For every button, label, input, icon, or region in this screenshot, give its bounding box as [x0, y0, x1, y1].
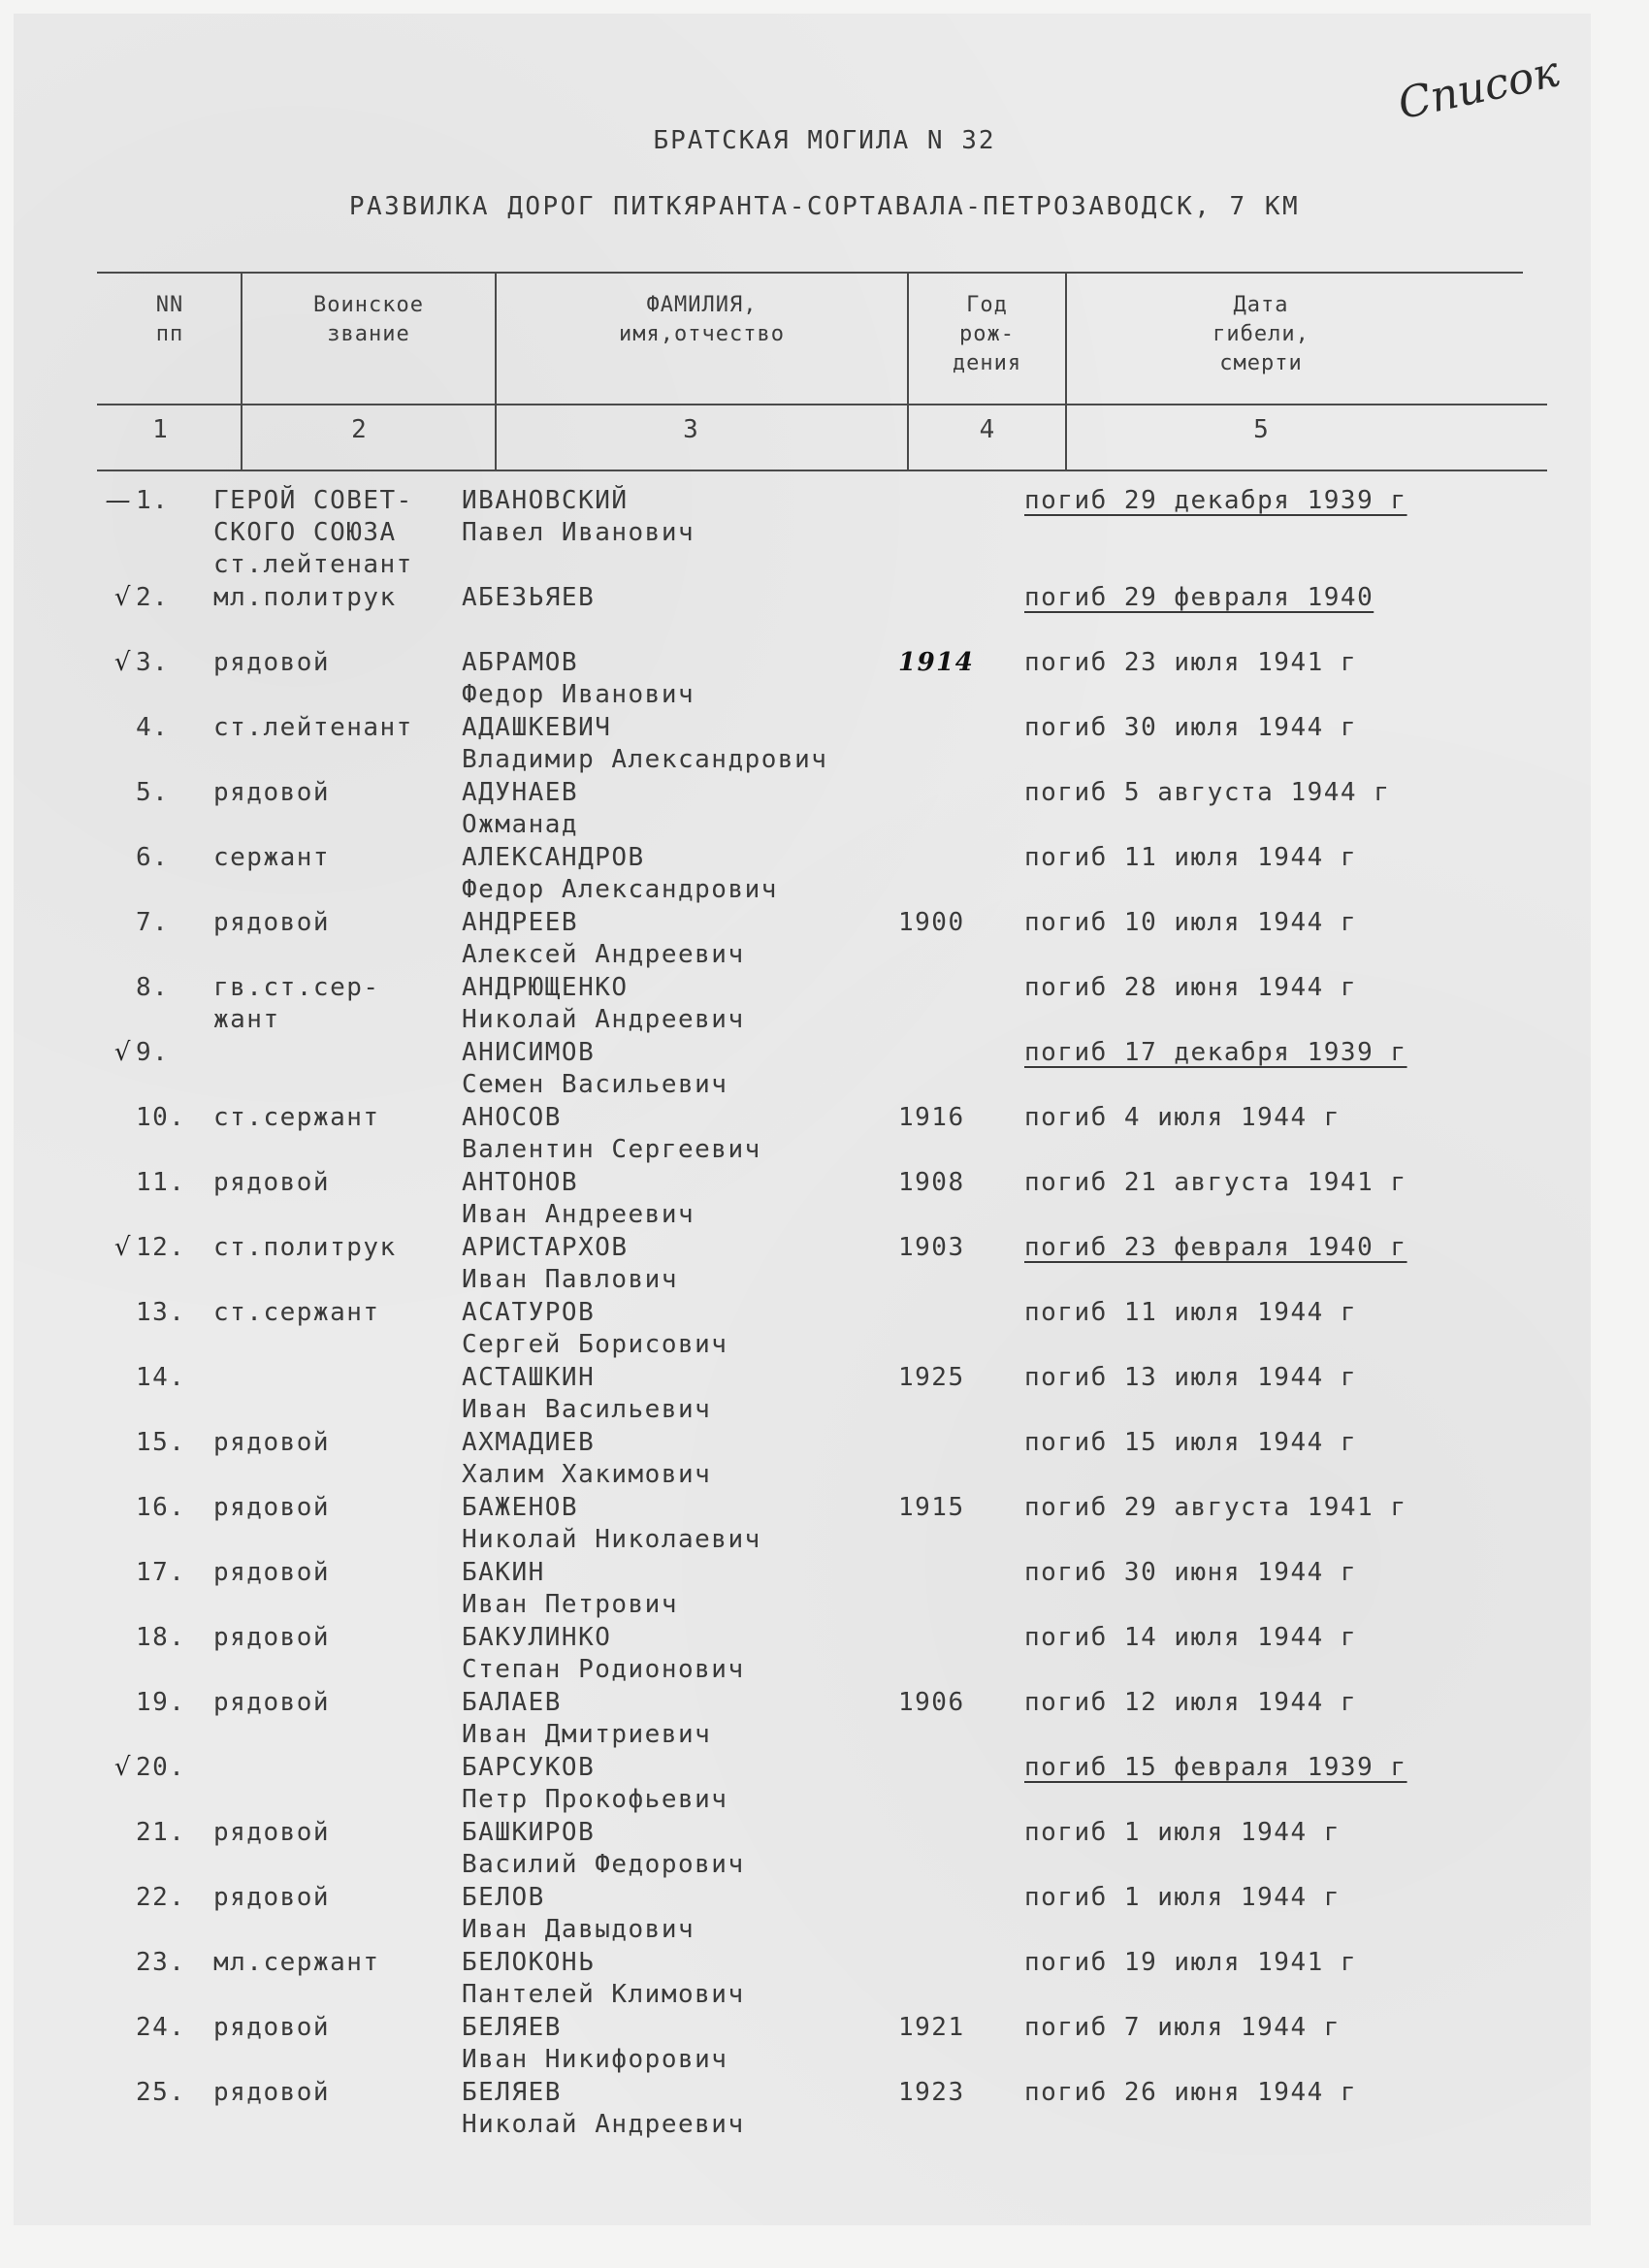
surname: БАШКИРОВ [462, 1818, 596, 1847]
person-name [462, 842, 898, 907]
row-number: 5. [136, 778, 170, 807]
table-row [0, 777, 1649, 842]
row-number: 14. [136, 1363, 186, 1392]
table-row [0, 1622, 1649, 1687]
birth-year: 1903 [898, 1233, 965, 1262]
surname: БАКУЛИНКО [462, 1623, 612, 1652]
checkmark [0, 1492, 136, 1557]
military-rank [213, 1622, 462, 1687]
surname: БЕЛЯЕВ [462, 2078, 562, 2107]
table-row [0, 1362, 1649, 1427]
military-rank [213, 1492, 462, 1557]
person-name [462, 1102, 898, 1167]
surname: БЕЛОВ [462, 1883, 545, 1912]
person-name [462, 1362, 898, 1427]
person-name [462, 1167, 898, 1232]
checkmark [0, 2077, 136, 2142]
military-rank [213, 777, 462, 842]
given-names: Иван Никифорович [462, 2045, 728, 2074]
rank-line: ст.сержант [213, 1298, 380, 1327]
table-row [0, 1167, 1649, 1232]
birth-year [898, 582, 1024, 647]
rank-line: гв.ст.сер- [213, 973, 380, 1002]
birth-year [898, 972, 1024, 1037]
given-names: Василий Федорович [462, 1850, 745, 1879]
death-date: погиб 23 июля 1941 г [1024, 648, 1358, 677]
rank-line: рядовой [213, 1883, 331, 1912]
surname: БЕЛОКОНЬ [462, 1948, 596, 1977]
surname: БЕЛЯЕВ [462, 2013, 562, 2042]
given-names: Алексей Андреевич [462, 940, 745, 969]
checkmark [0, 1557, 136, 1622]
checkmark [0, 1622, 136, 1687]
birth-year: 1923 [898, 2078, 965, 2107]
rank-line: ст.лейтенант [213, 713, 413, 742]
death-date: погиб 19 июля 1941 г [1024, 1948, 1358, 1977]
row-number: 9. [136, 1038, 170, 1067]
death-date: погиб 5 августа 1944 г [1024, 778, 1391, 807]
death-date: погиб 4 июля 1944 г [1024, 1103, 1341, 1132]
surname: АДАШКЕВИЧ [462, 713, 612, 742]
birth-year: 1900 [898, 908, 965, 937]
header-mid-rule [97, 404, 1547, 405]
rank-line: сержант [213, 843, 331, 872]
birth-year [898, 777, 1024, 842]
checkmark [0, 1362, 136, 1427]
given-names: Семен Васильевич [462, 1070, 728, 1099]
surname: АБРАМОВ [462, 648, 579, 677]
rank-line: рядовой [213, 2013, 331, 2042]
given-names: Иван Петрович [462, 1590, 678, 1619]
row-number: 19. [136, 1688, 186, 1717]
person-name [462, 712, 898, 777]
military-rank [213, 1882, 462, 1947]
rank-line: рядовой [213, 1623, 331, 1652]
checkmark [0, 1817, 136, 1882]
checkmark: √ [113, 1753, 132, 1782]
surname: АДУНАЕВ [462, 778, 579, 807]
given-names: Николай Андреевич [462, 1005, 745, 1034]
document-subtitle: РАЗВИЛКА ДОРОГ ПИТКЯРАНТА-СОРТАВАЛА-ПЕТРОЗАВОДСК, 7 КМ [348, 192, 1301, 221]
military-rank [213, 1167, 462, 1232]
death-date: погиб 15 июля 1944 г [1024, 1428, 1358, 1457]
death-date: погиб 26 июня 1944 г [1024, 2078, 1358, 2107]
birth-year [898, 712, 1024, 777]
checkmark: √ [113, 583, 132, 612]
surname: АНДРЮЩЕНКО [462, 973, 629, 1002]
birth-year: 1915 [898, 1493, 965, 1522]
person-name [462, 1037, 898, 1102]
death-date: погиб 17 декабря 1939 г [1024, 1038, 1407, 1067]
table-row [0, 1882, 1649, 1947]
checkmark: √ [113, 648, 132, 677]
person-name [462, 485, 898, 582]
row-number: 1. [136, 486, 170, 515]
table-row [0, 1102, 1649, 1167]
surname: АСАТУРОВ [462, 1298, 596, 1327]
birth-year [898, 1037, 1024, 1102]
person-name [462, 1557, 898, 1622]
rank-line: рядовой [213, 648, 331, 677]
birth-year [898, 1427, 1024, 1492]
surname: АНДРЕЕВ [462, 908, 579, 937]
surname: БАЖЕНОВ [462, 1493, 579, 1522]
table-row [0, 1557, 1649, 1622]
person-name [462, 1752, 898, 1817]
given-names: Иван Андреевич [462, 1200, 695, 1229]
table-row [0, 2077, 1649, 2142]
given-names: Степан Родионович [462, 1655, 745, 1684]
military-rank [213, 582, 462, 647]
birth-year [898, 1557, 1024, 1622]
given-names: Николай Андреевич [462, 2110, 745, 2139]
header-bottom-rule [97, 470, 1547, 471]
row-number: 15. [136, 1428, 186, 1457]
given-names: Иван Васильевич [462, 1395, 712, 1424]
checkmark [0, 1167, 136, 1232]
checkmark [0, 842, 136, 907]
rank-line: рядовой [213, 1818, 331, 1847]
table-row [0, 582, 1649, 647]
column-number-3: 3 [683, 415, 698, 444]
death-date: погиб 21 августа 1941 г [1024, 1168, 1407, 1197]
checkmark [0, 1882, 136, 1947]
death-date: погиб 1 июля 1944 г [1024, 1883, 1341, 1912]
row-number: 22. [136, 1883, 186, 1912]
given-names: Петр Прокофьевич [462, 1785, 728, 1814]
checkmark [0, 1427, 136, 1492]
given-names: Халим Хакимович [462, 1460, 712, 1489]
surname: АНИСИМОВ [462, 1038, 596, 1067]
checkmark [0, 777, 136, 842]
military-rank [213, 907, 462, 972]
death-date: погиб 14 июля 1944 г [1024, 1623, 1358, 1652]
person-name [462, 777, 898, 842]
document-title: БРАТСКАЯ МОГИЛА N 32 [653, 126, 996, 155]
column-number-5: 5 [1253, 415, 1269, 444]
header-col-death-date: Дата гибели, смерти [1212, 293, 1310, 375]
person-name [462, 647, 898, 712]
burial-list [0, 485, 1649, 2154]
military-rank [213, 842, 462, 907]
military-rank [213, 1362, 462, 1427]
rank-line: рядовой [213, 2078, 331, 2107]
table-row [0, 842, 1649, 907]
checkmark [0, 2012, 136, 2077]
row-number: 2. [136, 583, 170, 612]
table-row [0, 1037, 1649, 1102]
given-names: Пантелей Климович [462, 1980, 745, 2009]
person-name [462, 1817, 898, 1882]
checkmark: √ [113, 1233, 132, 1262]
birth-year: 1908 [898, 1168, 965, 1197]
surname: АСТАШКИН [462, 1363, 596, 1392]
rank-line: рядовой [213, 1688, 331, 1717]
checkmark: √ [113, 1038, 132, 1067]
death-date: погиб 11 июля 1944 г [1024, 1298, 1358, 1327]
table-row [0, 1427, 1649, 1492]
military-rank [213, 972, 462, 1037]
birth-year: 1921 [898, 2013, 965, 2042]
table-row [0, 485, 1649, 582]
column-number-2: 2 [351, 415, 367, 444]
rank-line: ст.политрук [213, 1233, 397, 1262]
birth-year [898, 1622, 1024, 1687]
death-date: погиб 30 июня 1944 г [1024, 1558, 1358, 1587]
surname: ИВАНОВСКИЙ [462, 486, 629, 515]
military-rank [213, 1232, 462, 1297]
checkmark [0, 1947, 136, 2012]
person-name [462, 1492, 898, 1557]
person-name [462, 1947, 898, 2012]
column-number-1: 1 [152, 415, 168, 444]
row-number: 13. [136, 1298, 186, 1327]
military-rank [213, 1817, 462, 1882]
military-rank [213, 1297, 462, 1362]
row-number: 10. [136, 1103, 186, 1132]
given-names: Николай Николаевич [462, 1525, 761, 1554]
death-date: погиб 15 февраля 1939 г [1024, 1753, 1407, 1782]
checkmark [0, 1297, 136, 1362]
birth-year: 1925 [898, 1363, 965, 1392]
row-number: 17. [136, 1558, 186, 1587]
table-row [0, 972, 1649, 1037]
death-date: погиб 28 июня 1944 г [1024, 973, 1358, 1002]
death-date: погиб 30 июля 1944 г [1024, 713, 1358, 742]
given-names: Федор Иванович [462, 680, 695, 709]
military-rank [213, 1102, 462, 1167]
birth-year: 1914 [898, 648, 975, 677]
row-number: 11. [136, 1168, 186, 1197]
death-date: погиб 10 июля 1944 г [1024, 908, 1358, 937]
given-names: Ожманад [462, 810, 579, 839]
row-number: 4. [136, 713, 170, 742]
birth-year: 1916 [898, 1103, 965, 1132]
row-number: 12. [136, 1233, 186, 1262]
rank-line: рядовой [213, 1558, 331, 1587]
person-name [462, 1882, 898, 1947]
given-names: Сергей Борисович [462, 1330, 728, 1359]
header-top-rule [97, 272, 1523, 274]
birth-year [898, 1817, 1024, 1882]
death-date: погиб 29 декабря 1939 г [1024, 486, 1407, 515]
surname: АНОСОВ [462, 1103, 562, 1132]
person-name [462, 1427, 898, 1492]
table-row [0, 712, 1649, 777]
surname: БАКИН [462, 1558, 545, 1587]
death-date: погиб 1 июля 1944 г [1024, 1818, 1341, 1847]
military-rank [213, 647, 462, 712]
table-row [0, 1947, 1649, 2012]
rank-line: СКОГО СОЮЗА [213, 518, 397, 547]
military-rank [213, 1427, 462, 1492]
given-names: Федор Александрович [462, 875, 778, 904]
death-date: погиб 29 августа 1941 г [1024, 1493, 1407, 1522]
table-row [0, 907, 1649, 972]
given-names: Валентин Сергеевич [462, 1135, 761, 1164]
surname: БАРСУКОВ [462, 1753, 596, 1782]
surname: БАЛАЕВ [462, 1688, 562, 1717]
rank-line: рядовой [213, 1168, 331, 1197]
row-number: 7. [136, 908, 170, 937]
given-names: Иван Дмитриевич [462, 1720, 712, 1749]
header-col-num: NN пп [155, 293, 184, 346]
checkmark [0, 712, 136, 777]
given-names: Павел Иванович [462, 518, 695, 547]
given-names: Иван Павлович [462, 1265, 678, 1294]
checkmark [0, 972, 136, 1037]
checkmark [0, 1102, 136, 1167]
rank-line: ст.лейтенант [213, 550, 413, 579]
rank-line: ГЕРОЙ СОВЕТ- [213, 486, 413, 515]
death-date: погиб 29 февраля 1940 [1024, 583, 1374, 612]
header-col-birth-year: Год рож- дения [952, 293, 1022, 375]
surname: АБЕЗЬЯЕВ [462, 583, 596, 612]
rank-line: мл.сержант [213, 1948, 380, 1977]
row-number: 16. [136, 1493, 186, 1522]
table-row [0, 2012, 1649, 2077]
birth-year [898, 1752, 1024, 1817]
military-rank [213, 1687, 462, 1752]
given-names: Владимир Алексaндрович [462, 745, 828, 774]
given-names: Иван Давыдович [462, 1915, 695, 1944]
row-number: 23. [136, 1948, 186, 1977]
person-name [462, 972, 898, 1037]
rank-line: рядовой [213, 1428, 331, 1457]
column-number-4: 4 [979, 415, 995, 444]
table-row [0, 1492, 1649, 1557]
military-rank [213, 1752, 462, 1817]
military-rank [213, 2012, 462, 2077]
death-date: погиб 7 июля 1944 г [1024, 2013, 1341, 2042]
rank-line: мл.политрук [213, 583, 397, 612]
rank-line: рядовой [213, 908, 331, 937]
table-row [0, 1752, 1649, 1817]
row-number: 21. [136, 1818, 186, 1847]
row-number: 25. [136, 2078, 186, 2107]
military-rank [213, 1947, 462, 2012]
table-row [0, 1687, 1649, 1752]
death-date: погиб 11 июля 1944 г [1024, 843, 1358, 872]
row-number: 20. [136, 1753, 186, 1782]
person-name [462, 582, 898, 647]
person-name [462, 2077, 898, 2142]
row-number: 18. [136, 1623, 186, 1652]
rank-line: рядовой [213, 778, 331, 807]
table-row [0, 1817, 1649, 1882]
table-row [0, 1232, 1649, 1297]
military-rank [213, 2077, 462, 2142]
birth-year: 1906 [898, 1688, 965, 1717]
table-row [0, 1297, 1649, 1362]
surname: АРИСТАРХОВ [462, 1233, 629, 1262]
death-date: погиб 12 июля 1944 г [1024, 1688, 1358, 1717]
rank-line: ст.сержант [213, 1103, 380, 1132]
handwritten-note: Список [1393, 47, 1564, 130]
checkmark [0, 1687, 136, 1752]
person-name [462, 1622, 898, 1687]
row-number: 24. [136, 2013, 186, 2042]
birth-year [898, 1882, 1024, 1947]
rank-line: жант [213, 1005, 280, 1034]
surname: АХМАДИЕВ [462, 1428, 596, 1457]
person-name [462, 1297, 898, 1362]
rank-line: рядовой [213, 1493, 331, 1522]
surname: АНТОНОВ [462, 1168, 579, 1197]
row-number: 8. [136, 973, 170, 1002]
death-date: погиб 13 июля 1944 г [1024, 1363, 1358, 1392]
military-rank [213, 485, 462, 582]
row-number: 3. [136, 648, 170, 677]
birth-year [898, 842, 1024, 907]
surname: АЛЕКСАНДРОВ [462, 843, 645, 872]
checkmark [0, 907, 136, 972]
person-name [462, 907, 898, 972]
birth-year [898, 1297, 1024, 1362]
person-name [462, 2012, 898, 2077]
death-date: погиб 23 февраля 1940 г [1024, 1233, 1407, 1262]
checkmark: — [105, 486, 132, 515]
military-rank [213, 1557, 462, 1622]
row-number: 6. [136, 843, 170, 872]
person-name [462, 1232, 898, 1297]
person-name [462, 1687, 898, 1752]
birth-year [898, 485, 1024, 582]
military-rank [213, 1037, 462, 1102]
birth-year [898, 1947, 1024, 2012]
military-rank [213, 712, 462, 777]
table-row [0, 647, 1649, 712]
header-col-name: ФАМИЛИЯ, имя,отчество [619, 293, 785, 346]
header-col-rank: Воинское звание [313, 293, 424, 346]
